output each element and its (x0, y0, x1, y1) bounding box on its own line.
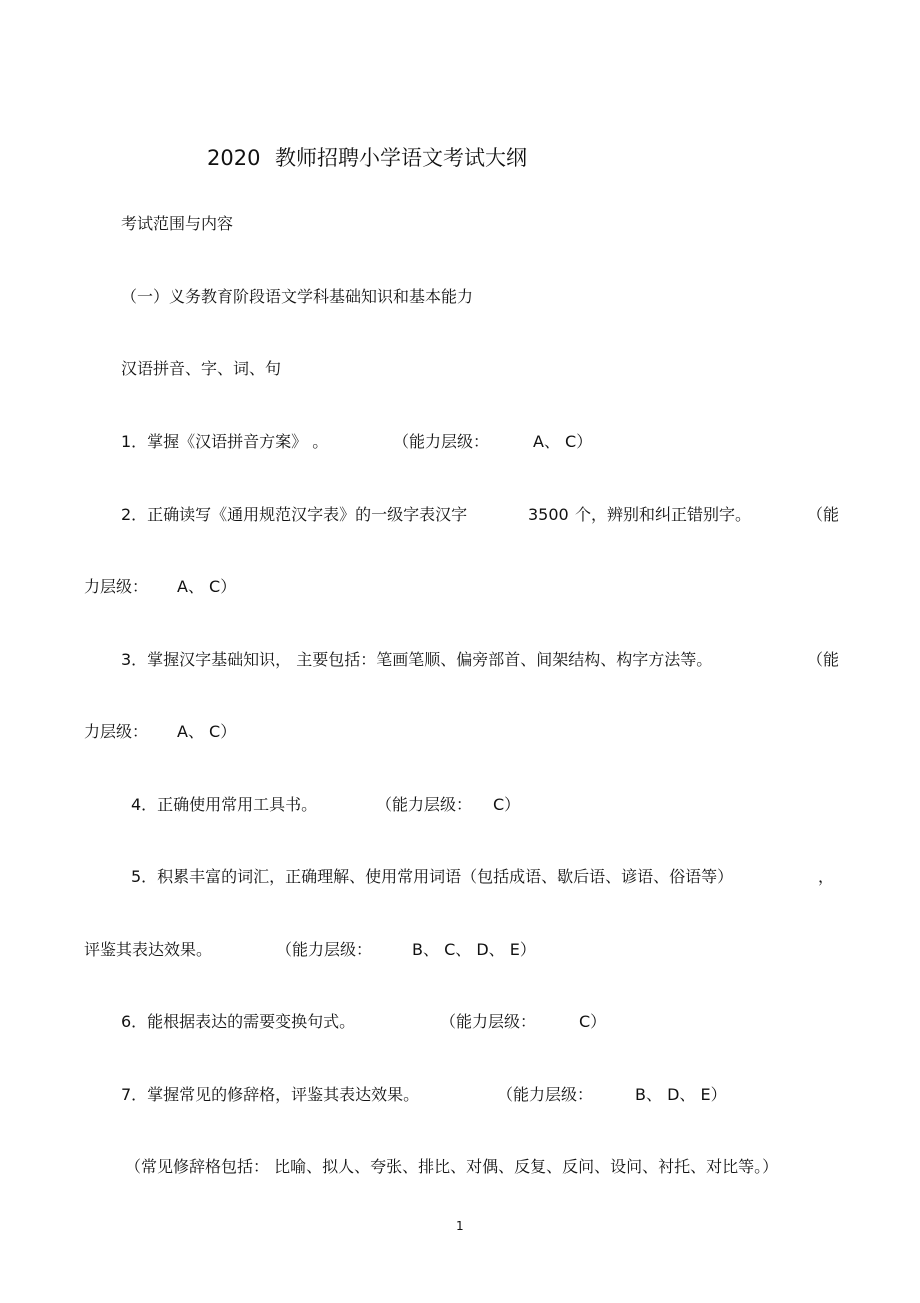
title-year: 2020 (207, 146, 261, 170)
ability-level-label: （能力层级： (376, 795, 473, 814)
ability-level-label: （能力层级： (393, 432, 490, 451)
count-value: 3500 (528, 505, 569, 524)
ability-level-value: B、 D、 E） (635, 1085, 727, 1104)
section-heading: 考试范围与内容 (121, 214, 234, 233)
ability-level-label: 力层级： (84, 722, 149, 741)
list-item-continuation: 评鉴其表达效果。 (84, 940, 213, 959)
list-item-rest: 个，辨别和纠正错别字。 (575, 505, 752, 524)
line-wrap-start: （能 (807, 505, 840, 524)
ability-level-label: （能力层级： (440, 1012, 537, 1031)
page-title: 教师招聘小学语文考试大纲 (275, 146, 527, 170)
rhetoric-note: （常见修辞格包括： 比喻、拟人、夸张、排比、对偶、反复、反问、设问、衬托、对比等。） (125, 1157, 779, 1176)
list-item: 5．积累丰富的词汇，正确理解、使用常用词语（包括成语、歇后语、谚语、俗语等） (131, 867, 734, 886)
page-number: 1 (456, 1219, 464, 1233)
line-wrap-start: ， (818, 867, 835, 886)
ability-level-value: A、 C） (533, 432, 593, 451)
list-item: 2．正确读写《通用规范汉字表》的一级字表汉字 (121, 505, 468, 524)
ability-level-value: C） (579, 1012, 607, 1031)
ability-level-value: C） (493, 795, 521, 814)
subsection-heading: （一）义务教育阶段语文学科基础知识和基本能力 (121, 287, 474, 306)
ability-level-value: A、 C） (177, 577, 237, 596)
ability-level-label: 力层级： (84, 577, 149, 596)
ability-level-label: （能力层级： (276, 940, 373, 959)
list-item: 4．正确使用常用工具书。 (131, 795, 318, 814)
list-item: 7．掌握常见的修辞格，评鉴其表达效果。 (121, 1085, 420, 1104)
ability-level-label: （能力层级： (497, 1085, 594, 1104)
list-item: 1．掌握《汉语拼音方案》 。 (121, 432, 329, 451)
topic-heading: 汉语拼音、字、词、句 (121, 359, 282, 378)
list-item: 3．掌握汉字基础知识， 主要包括：笔画笔顺、偏旁部首、间架结构、构字方法等。 (121, 650, 713, 669)
list-item: 6．能根据表达的需要变换句式。 (121, 1012, 356, 1031)
line-wrap-start: （能 (807, 650, 840, 669)
ability-level-value: B、 C、 D、 E） (412, 940, 536, 959)
ability-level-value: A、 C） (177, 722, 237, 741)
